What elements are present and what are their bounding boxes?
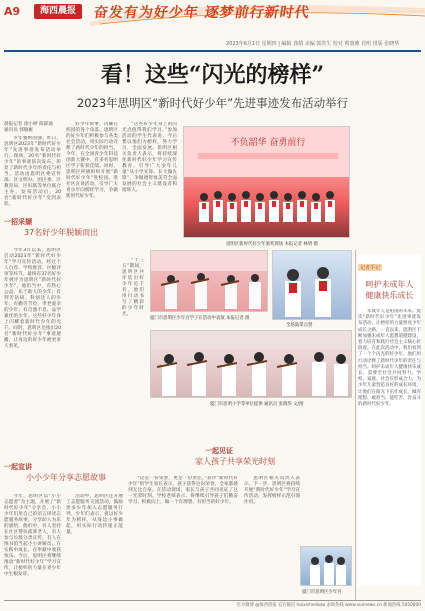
body-text-col2-intro: 好少年故事，闪耀在校园的各个角落。思明区的好少年们积极参与各类社会活动，用实际行动诠释了新时代少年的担当。今年，在全国青少年科技创新大赛中，有多名思明区学子斩获佳绩。同时，思明区积极组织开展“新时代好少年”进校园、进社区宣讲活动，引导广大青少年向榜样学习，争做新时代好少年。 bbox=[66, 122, 118, 199]
section-2-label: 一起宣讲 bbox=[4, 463, 32, 471]
sidebar-title bbox=[358, 279, 421, 301]
page-footer: 官方微博 @海西晨报 官方微信 haixichenbao 求助热线 www.sunnews.cn 新闻热线 5050000 bbox=[236, 603, 421, 608]
photo-stage-banner: 不负韶华 奋勇前行 bbox=[230, 138, 306, 148]
footer-divider bbox=[4, 600, 421, 601]
photo-2-caption: 厦门市思明区少年宫学子在活动中表演 本报记者 摄 bbox=[150, 316, 250, 321]
newspaper-logo: 海西晨报 bbox=[34, 4, 82, 19]
sidebar-tag: 记者手记 bbox=[360, 265, 381, 271]
photo-4-caption: 厦门市思明区少年宫 bbox=[302, 590, 342, 595]
header-divider bbox=[4, 50, 421, 52]
youth-group-photo bbox=[300, 546, 352, 586]
special-issue-banner: 奋发有为好少年 逐梦前行新时代 bbox=[92, 5, 311, 21]
commentary-sidebar bbox=[358, 254, 421, 586]
applause-photo bbox=[272, 250, 352, 320]
violin-performance-photo bbox=[150, 250, 268, 312]
body-text-col1-sec2: 今年，思明区以“小小志愿者”为主题，开展了“新时代好少年”分享会。小小少年们用自己的语言讲述志愿服务故事，分享助人为乐的感悟。他们中，有人坚持在社区帮扶孤寡老人，有人参与垃圾分类宣传，有人在图书馆当起小小讲解员，在实践中成长，在奉献中收获快乐。今后，思明区将继续推动“新时代好少年”学习宣传，让榜样的力量在青少年中生根发芽。 bbox=[4, 494, 61, 577]
body-text-col2-sec2: 活动中，思明区还开展了志愿服务交流活动，鼓励更多少年加入志愿服务行列。少年们表示，将以好少年为榜样，从身边小事做起，用实际行动传递正能量。 bbox=[66, 494, 123, 535]
body-text-col3-inset: “十三五”期间，思明区共评选出好少年近千名，他们用行动书写了精彩的少年时光。 bbox=[122, 258, 144, 317]
sidebar-body: 未成年人是祖国的未来。此次“新时代好少年”先进事迹发布活动，让榜样的力量照亮少年成长之路。一直以来，思明区不断加强未成年人思想道德建设，着力培育和践行社会主义核心价值观。在此次活动中，我们看到了一个个闪光的好少年，他们用行动诠释了新时代少年的责任与担当。呵护未成年人健康快乐成长，需要全社会共同努力。学校、家庭、社会应形成合力，为少年儿童营造良好的成长环境，让他们在阳光下茁壮成长，做有理想、敢担当、能吃苦、肯奋斗的新时代好少年。 bbox=[358, 309, 421, 408]
award-ceremony-photo bbox=[183, 126, 350, 238]
main-headline: 看！这些“闪光的榜样” bbox=[100, 62, 325, 88]
issue-meta: 2023年6月1日 星期四 | 编辑 龚婧 美编 郭洪生 校对 蔡惠雅 肖明 排版 张晓华 bbox=[226, 41, 400, 47]
photo-1-caption: 思明区新时代好少年颁奖现场 本报记者 林明 摄 bbox=[226, 242, 319, 247]
sidebar-title-line1: 呵护未成年人 bbox=[365, 280, 414, 289]
sidebar-divider bbox=[355, 250, 356, 600]
body-text-col3-sec3: “这是一份荣誉，更是一份责任。”获评“新时代好少年”的学生家长表示，孩子获得这份荣誉，全家都感到无比自豪。在活动现场，家长与孩子共同见证了这一光荣时刻。学校老师表示，将继续引导孩子们勤奋学习、积极向上，做一个有理想、有担当的好少年。 bbox=[128, 476, 238, 505]
section-3-label: 一起见证 bbox=[205, 447, 233, 455]
section-heading-2 bbox=[4, 462, 120, 483]
section-2-subtitle: 小小少年分享志愿故事 bbox=[26, 473, 106, 482]
section-1-label: 一招采撷 bbox=[4, 218, 32, 226]
section-heading-3 bbox=[195, 446, 305, 467]
body-text-col3-intro: “这些好少年身上的闪光点值得我们学习。”参加活动的学生代表说，今后要以他们为榜样，努力学习，全面发展。思明区相关负责人表示，将持续深化新时代好少年学习宣传教育，引导广大少年儿童“从小学先锋、长大做先锋”，争做德智体美劳全面发展的社会主义建设者和接班人。 bbox=[122, 122, 177, 193]
body-text-col1-intro: 少年强则国强。昨日，思明区2023年“新时代好少年”先进事迹发布活动举行。现场，20名“新时代好少年”的事迹依次发布，彰显了新时代少年的责任与担当。活动由思明区委宣传部、区文明办、团区委、区教育局、区妇联等单位联合主办。发布活动后，20名“新时代好少年”受到表彰。 bbox=[4, 136, 61, 207]
body-text-col1-sec1: 今年3月以来，思明区启动2023年“新时代好少年”学习宣传活动。经过个人自荐、学校推荐、区级评审等环节，最终有37名好少年被评为思明区“新时代好少年”。他们当中，有热心公益、乐于助人的少年；有刻苦钻研、科创达人的少年；有勤劳节俭、孝老爱亲的少年；有自强不息、品学兼优的少年。这些好少年身上闪耀着新时代少年的光芒。同时，思明区还推出20名“新时代好少年”事迹展播，让身边的好少年被更多人看见。 bbox=[4, 248, 61, 349]
section-3-subtitle: 家人孩子共享荣光时刻 bbox=[195, 457, 275, 466]
section-1-subtitle: 37名好少年脱颖而出 bbox=[24, 228, 99, 237]
byline: 晨报记者 徐小婷 陈郁通 通讯员 郭敏雁 bbox=[4, 122, 53, 133]
photo-2b-caption: 全场鼓掌点赞 bbox=[286, 323, 313, 328]
body-text-col4-sec3: 思明区相关负责人表示，下一步，思明区将持续开展“新时代好少年”学习宣传活动，发挥榜样示范引领作用。 bbox=[244, 476, 300, 505]
photo-3-caption: 厦门市思明小学等单位提供 通讯员 张晓华 文/图 bbox=[210, 402, 304, 407]
sub-headline: 2023年思明区“新时代好少年”先进事迹发布活动举行 bbox=[76, 96, 349, 110]
page-number: A9 bbox=[4, 5, 21, 18]
student-orchestra-photo bbox=[150, 330, 352, 398]
sidebar-title-line2: 健康快乐成长 bbox=[365, 291, 414, 300]
